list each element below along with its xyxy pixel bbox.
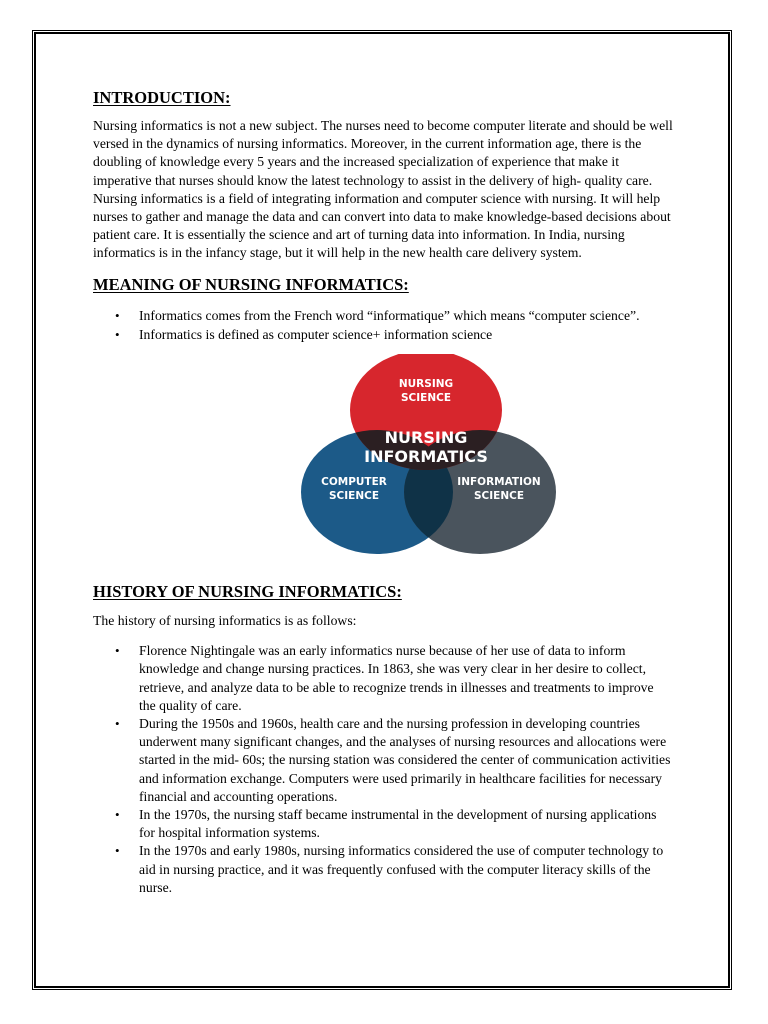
history-intro: The history of nursing informatics is as follows: bbox=[93, 613, 357, 629]
nursing-informatics-label-1: NURSING bbox=[384, 428, 468, 448]
computer-science-label-1: COMPUTER bbox=[321, 476, 387, 489]
information-science-label-2: SCIENCE bbox=[473, 490, 525, 503]
meaning-list bbox=[93, 307, 673, 344]
nursing-informatics-label-2: INFORMATICS bbox=[364, 447, 488, 467]
venn-diagram bbox=[93, 354, 673, 562]
nursing-science-label-2: SCIENCE bbox=[400, 392, 452, 405]
history-bullet: • During the 1950s and 1960s, health care and the nursing profession in developing countries underwent many significant changes, and the analyses of nursing resources and allocations were started in the mid- 60s; the nursing station was considered the center of communication activities and information exchange. Computers were used primarily in healthcare facilities for necessary financial and accounting operations. bbox=[93, 715, 673, 806]
history-bullet: • In the 1970s, the nursing staff became instrumental in the development of nursing applications for hospital information systems. bbox=[93, 806, 673, 842]
history-heading: HISTORY OF NURSING INFORMATICS: bbox=[93, 582, 402, 602]
computer-science-label-2: SCIENCE bbox=[328, 490, 380, 503]
introduction-heading: INTRODUCTION: bbox=[93, 88, 231, 107]
meaning-heading: MEANING OF NURSING INFORMATICS: bbox=[93, 274, 409, 294]
information-science-label-1: INFORMATION bbox=[457, 476, 541, 489]
nursing-science-label-1: NURSING bbox=[398, 378, 454, 391]
venn-svg bbox=[300, 354, 556, 554]
meaning-bullet: • Informatics is defined as computer science+ information science bbox=[93, 326, 673, 344]
document-body bbox=[93, 86, 673, 897]
introduction-paragraph: Nursing informatics is not a new subject. The nurses need to become computer literate and should be well versed in the dynamics of nursing informatics. Moreover, in the current information age, there is the doubling of knowledge every 5 years and the increased specialization of experience that make it imperative that nurses should know the latest technology to assist in the delivery of high- quality care. Nursing informatics is a field of integrating information and computer science with nursing. It will help nurses to gather and manage the data and can convert into data to make knowledge-based decisions about patient care. It is essentially the science and art of turning data into information. In India, nursing informatics is in the infancy stage, but it will help in the new health care delivery system. bbox=[93, 118, 673, 261]
history-bullet: • In the 1970s and early 1980s, nursing informatics considered the use of computer technology to aid in nursing practice, and it was frequently confused with the computer literacy skills of the nurse. bbox=[93, 842, 673, 897]
history-bullet: • Florence Nightingale was an early informatics nurse because of her use of data to inform knowledge and change nursing practices. In 1863, she was very clear in her desire to collect, retrieve, and analyze data to be able to recognize trends in illnesses and treatments to improve the quality of care. bbox=[93, 642, 673, 715]
meaning-bullet: • Informatics comes from the French word “informatique” which means “computer science”. bbox=[93, 307, 673, 325]
history-list bbox=[93, 642, 673, 897]
